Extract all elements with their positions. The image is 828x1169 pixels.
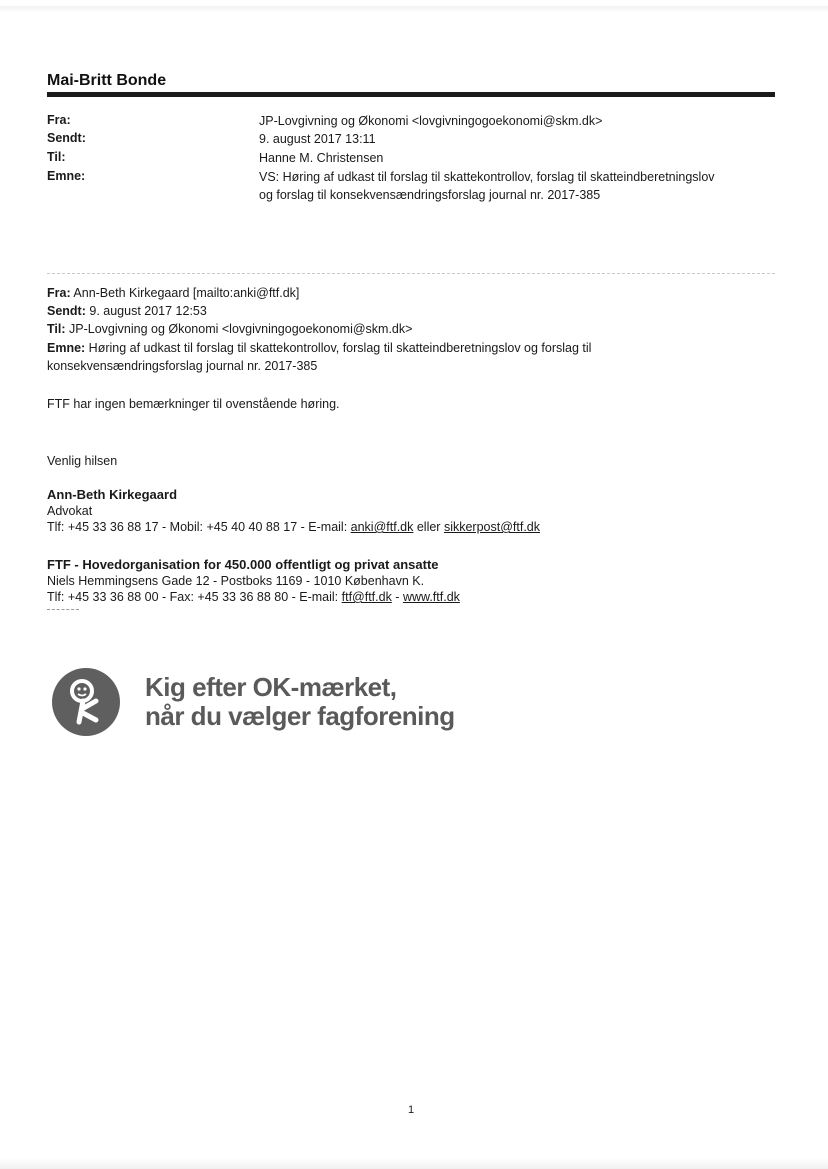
forwarded-subject-line-2: konsekvensændringsforslag journal nr. 2017-385 bbox=[47, 359, 318, 373]
forwarded-to bbox=[47, 320, 777, 339]
signature-block bbox=[47, 487, 540, 535]
signature-name: Ann-Beth Kirkegaard bbox=[47, 487, 178, 502]
forward-separator bbox=[47, 273, 775, 274]
greeting: Venlig hilsen bbox=[47, 454, 118, 468]
organization-email-link[interactable]: ftf@ftf.dk bbox=[341, 590, 392, 604]
mailbox-owner-name: Mai-Britt Bonde bbox=[47, 72, 167, 89]
forwarded-from-value: Ann-Beth Kirkegaard [mailto:anki@ftf.dk] bbox=[70, 286, 300, 300]
forwarded-subject bbox=[47, 339, 777, 358]
from-value: JP-Lovgivning og Økonomi <lovgivningogoekonomi@skm.dk> bbox=[259, 114, 603, 128]
signature-dashes bbox=[47, 609, 79, 610]
header-rule bbox=[47, 92, 775, 97]
organization-name: FTF - Hovedorganisation for 450.000 offentligt og privat ansatte bbox=[47, 557, 439, 572]
forwarded-from-label: Fra: bbox=[47, 286, 71, 300]
message-body: FTF har ingen bemærkninger til ovenstående høring. bbox=[47, 397, 340, 411]
banner-line-1: Kig efter OK-mærket, bbox=[145, 672, 397, 702]
organization-separator: - bbox=[391, 590, 403, 604]
signature-title: Advokat bbox=[47, 504, 93, 518]
subject-value-line-2: og forslag til konsekvensændringsforslag journal nr. 2017-385 bbox=[259, 188, 601, 202]
to-label: Til: bbox=[47, 150, 66, 164]
signature-contact bbox=[47, 519, 540, 535]
subject-value-line-1: VS: Høring af udkast til forslag til skattekontrollov, forslag til skatteindberetningslov bbox=[259, 170, 715, 184]
forwarded-subject-label: Emne: bbox=[47, 341, 86, 355]
forwarded-sent-label: Sendt: bbox=[47, 304, 86, 318]
scan-edge-bottom bbox=[0, 1158, 828, 1169]
from-label: Fra: bbox=[47, 113, 71, 127]
organization-website-link[interactable]: www.ftf.dk bbox=[402, 590, 460, 604]
forwarded-to-value: JP-Lovgivning og Økonomi <lovgivningogoekonomi@skm.dk> bbox=[65, 322, 413, 336]
page-number: 1 bbox=[408, 1104, 415, 1116]
forwarded-sent bbox=[47, 302, 777, 321]
scan-edge-top bbox=[0, 6, 828, 11]
banner-line-2: når du vælger fagforening bbox=[145, 701, 455, 731]
signature-or-text: eller bbox=[413, 520, 444, 534]
organization-contact bbox=[47, 589, 460, 605]
forwarded-sent-value: 9. august 2017 12:53 bbox=[85, 304, 207, 318]
signature-contact-text: Tlf: +45 33 36 88 17 - Mobil: +45 40 40 88 17 - E-mail: bbox=[47, 520, 351, 534]
forwarded-to-label: Til: bbox=[47, 322, 66, 336]
signature-alt-email-link[interactable]: sikkerpost@ftf.dk bbox=[443, 520, 541, 534]
to-value: Hanne M. Christensen bbox=[259, 151, 384, 165]
organization-contact-text: Tlf: +45 33 36 88 00 - Fax: +45 33 36 88 80 - E-mail: bbox=[47, 590, 342, 604]
forwarded-subject-value-1: Høring af udkast til forslag til skattekontrollov, forslag til skatteindberetningslov og forslag til bbox=[85, 341, 592, 355]
organization-address: Niels Hemmingsens Gade 12 - Postboks 1169 - 1010 København K. bbox=[47, 574, 425, 588]
organization-block bbox=[47, 557, 460, 605]
sent-label: Sendt: bbox=[47, 131, 86, 145]
signature-email-link[interactable]: anki@ftf.dk bbox=[350, 520, 414, 534]
subject-label: Emne: bbox=[47, 169, 86, 183]
ok-figure-icon bbox=[52, 668, 120, 736]
sent-value: 9. august 2017 13:11 bbox=[259, 132, 376, 146]
forwarded-from bbox=[47, 284, 777, 303]
